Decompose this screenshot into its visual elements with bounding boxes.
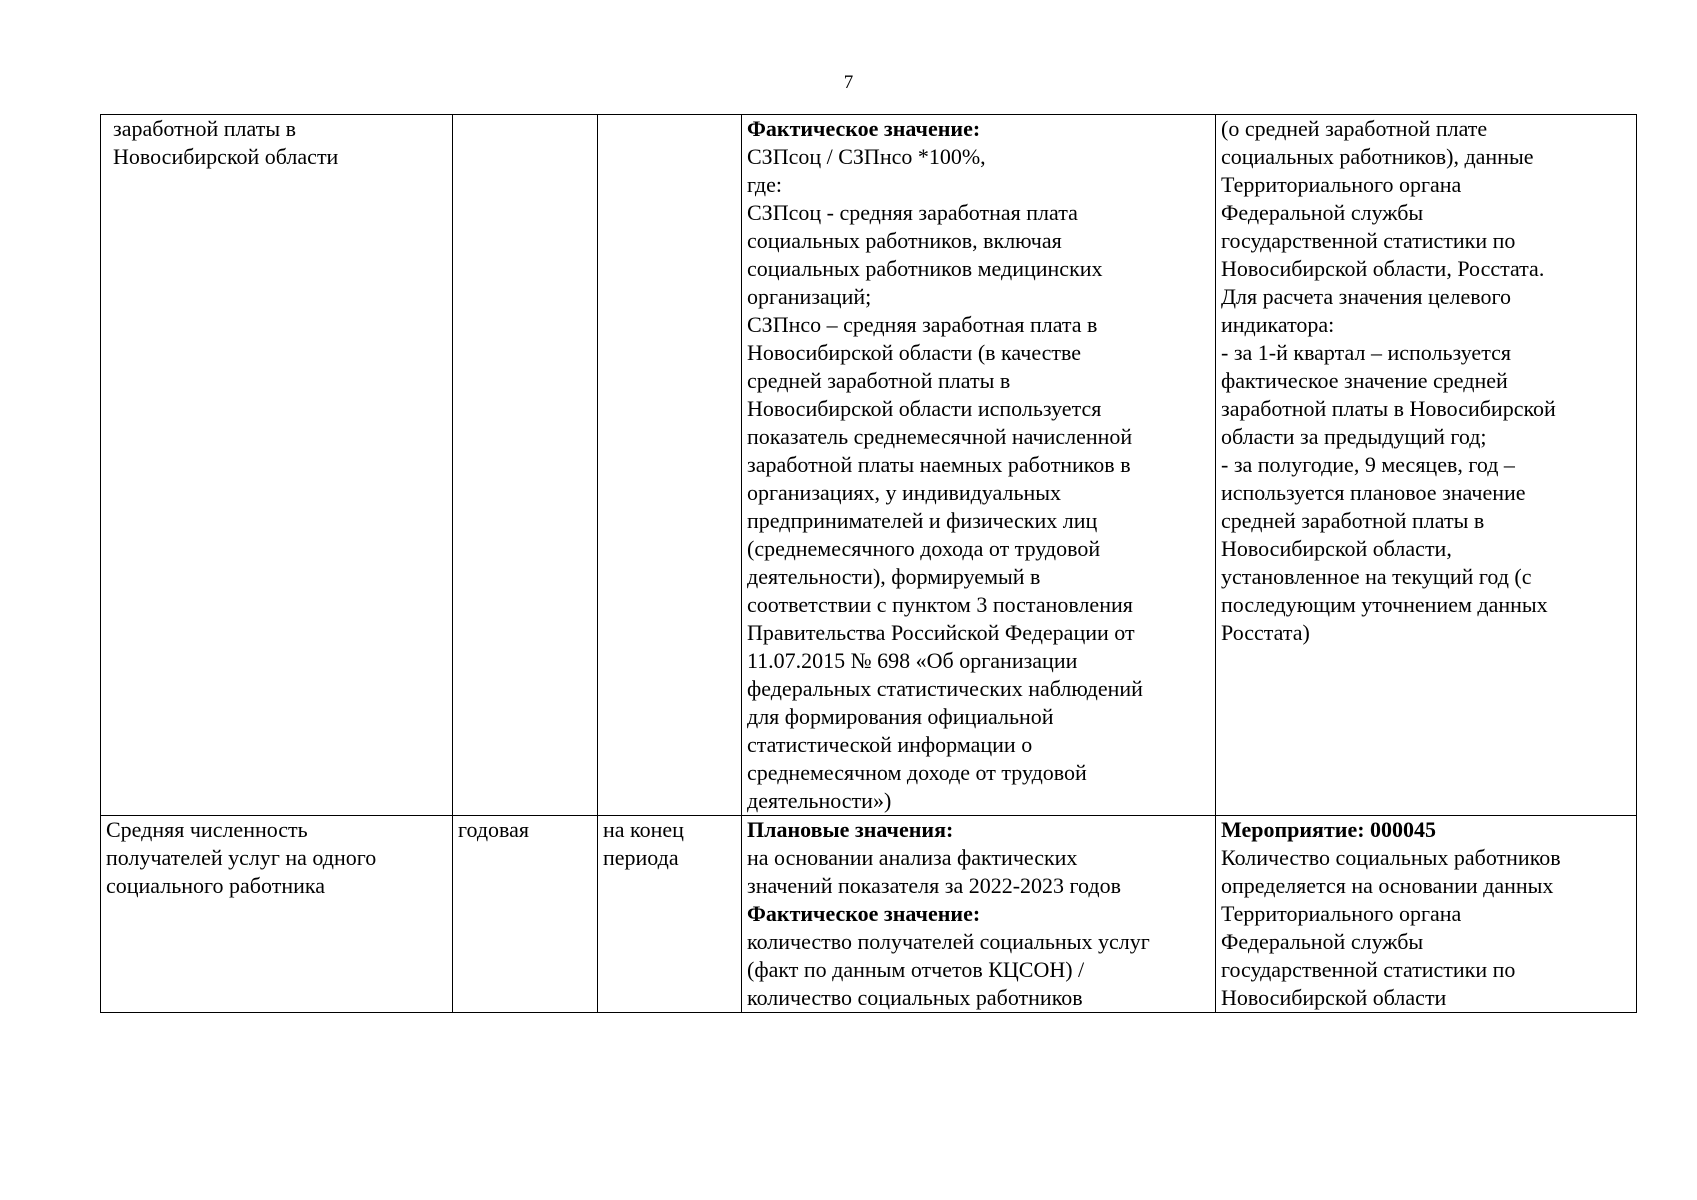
text-line: - за 1-й квартал – используется bbox=[1221, 340, 1511, 365]
text-line: Федеральной службы bbox=[1221, 200, 1424, 225]
text-line: социального работника bbox=[106, 873, 325, 898]
text-line: Территориального органа bbox=[1221, 901, 1462, 926]
text-line: Новосибирской области, bbox=[1221, 536, 1452, 561]
text-line: Мероприятие: 000045 bbox=[1221, 817, 1437, 842]
text-line: индикатора: bbox=[1221, 312, 1335, 337]
text-line: заработной платы наемных работников в bbox=[747, 452, 1131, 477]
text-line: предпринимателей и физических лиц bbox=[747, 508, 1098, 533]
text-line: 11.07.2015 № 698 «Об организации bbox=[747, 648, 1078, 673]
text-line: социальных работников, включая bbox=[747, 228, 1062, 253]
table-row bbox=[101, 115, 1637, 816]
text-line: деятельности») bbox=[747, 788, 892, 813]
text-line: социальных работников), данные bbox=[1221, 144, 1534, 169]
text-line: Плановые значения: bbox=[747, 817, 954, 842]
text-line: используется плановое значение bbox=[1221, 480, 1526, 505]
table-row bbox=[101, 816, 1637, 1013]
text-line: соответствии с пунктом 3 постановления bbox=[747, 592, 1133, 617]
text-line: Новосибирской области (в качестве bbox=[747, 340, 1082, 365]
text-line: Количество социальных работников bbox=[1221, 845, 1561, 870]
text-line: Фактическое значение: bbox=[747, 901, 981, 926]
periodicity-cell bbox=[453, 115, 598, 816]
text-line: годовая bbox=[458, 817, 530, 842]
text-line: значений показателя за 2022-2023 годов bbox=[747, 873, 1121, 898]
formula-cell bbox=[742, 115, 1216, 816]
text-line: - за полугодие, 9 месяцев, год – bbox=[1221, 452, 1515, 477]
text-line: средней заработной платы в bbox=[1221, 508, 1485, 533]
text-line: статистической информации о bbox=[747, 732, 1033, 757]
text-line: СЗПсоц - средняя заработная плата bbox=[747, 200, 1078, 225]
indicator-cell bbox=[101, 816, 453, 1013]
text-line: количество получателей социальных услуг bbox=[747, 929, 1150, 954]
indicators-table bbox=[100, 114, 1637, 1013]
text-line: (о средней заработной плате bbox=[1221, 116, 1488, 141]
moment-cell bbox=[598, 816, 742, 1013]
text-line: СЗПнсо – средняя заработная плата в bbox=[747, 312, 1098, 337]
text-line: Федеральной службы bbox=[1221, 929, 1424, 954]
text-line: средней заработной платы в bbox=[747, 368, 1011, 393]
text-line: (среднемесячного дохода от трудовой bbox=[747, 536, 1101, 561]
text-line: заработной платы в Новосибирской bbox=[1221, 396, 1556, 421]
text-line: Правительства Российской Федерации от bbox=[747, 620, 1135, 645]
text-line: государственной статистики по bbox=[1221, 957, 1516, 982]
text-line: федеральных статистических наблюдений bbox=[747, 676, 1143, 701]
text-line: последующим уточнением данных bbox=[1221, 592, 1548, 617]
text-line: Новосибирской области, Росстата. bbox=[1221, 256, 1545, 281]
page-number: 7 bbox=[843, 72, 854, 93]
text-line: фактическое значение средней bbox=[1221, 368, 1508, 393]
indicator-cell bbox=[101, 115, 453, 816]
text-line: Новосибирской области используется bbox=[747, 396, 1102, 421]
text-line: государственной статистики по bbox=[1221, 228, 1516, 253]
text-line: Для расчета значения целевого bbox=[1221, 284, 1512, 309]
periodicity-cell bbox=[453, 816, 598, 1013]
text-line: социальных работников медицинских bbox=[747, 256, 1103, 281]
text-line: СЗПсоц / СЗПнсо *100%, bbox=[747, 144, 986, 169]
text-line: Средняя численность bbox=[106, 817, 308, 842]
text-line: Новосибирской области bbox=[1221, 985, 1447, 1010]
text-line: Фактическое значение: bbox=[747, 116, 981, 141]
text-line: Новосибирской области bbox=[113, 144, 339, 169]
text-line: показатель среднемесячной начисленной bbox=[747, 424, 1133, 449]
text-line: на основании анализа фактических bbox=[747, 845, 1078, 870]
text-line: (факт по данным отчетов КЦСОН) / bbox=[747, 957, 1085, 982]
text-line: получателей услуг на одного bbox=[106, 845, 377, 870]
text-line: среднемесячном доходе от трудовой bbox=[747, 760, 1087, 785]
source-cell bbox=[1216, 115, 1637, 816]
text-line: заработной платы в bbox=[113, 116, 297, 141]
text-line: Росстата) bbox=[1221, 620, 1310, 645]
text-line: количество социальных работников bbox=[747, 985, 1083, 1010]
formula-cell bbox=[742, 816, 1216, 1013]
text-line: деятельности), формируемый в bbox=[747, 564, 1041, 589]
text-line: Территориального органа bbox=[1221, 172, 1462, 197]
moment-cell bbox=[598, 115, 742, 816]
text-line: периода bbox=[603, 845, 679, 870]
text-line: для формирования официальной bbox=[747, 704, 1054, 729]
text-line: организаций; bbox=[747, 284, 872, 309]
text-line: где: bbox=[747, 172, 782, 197]
text-line: области за предыдущий год; bbox=[1221, 424, 1487, 449]
text-line: организациях, у индивидуальных bbox=[747, 480, 1062, 505]
text-line: на конец bbox=[603, 817, 684, 842]
source-cell bbox=[1216, 816, 1637, 1013]
text-line: определяется на основании данных bbox=[1221, 873, 1554, 898]
text-line: установленное на текущий год (с bbox=[1221, 564, 1532, 589]
